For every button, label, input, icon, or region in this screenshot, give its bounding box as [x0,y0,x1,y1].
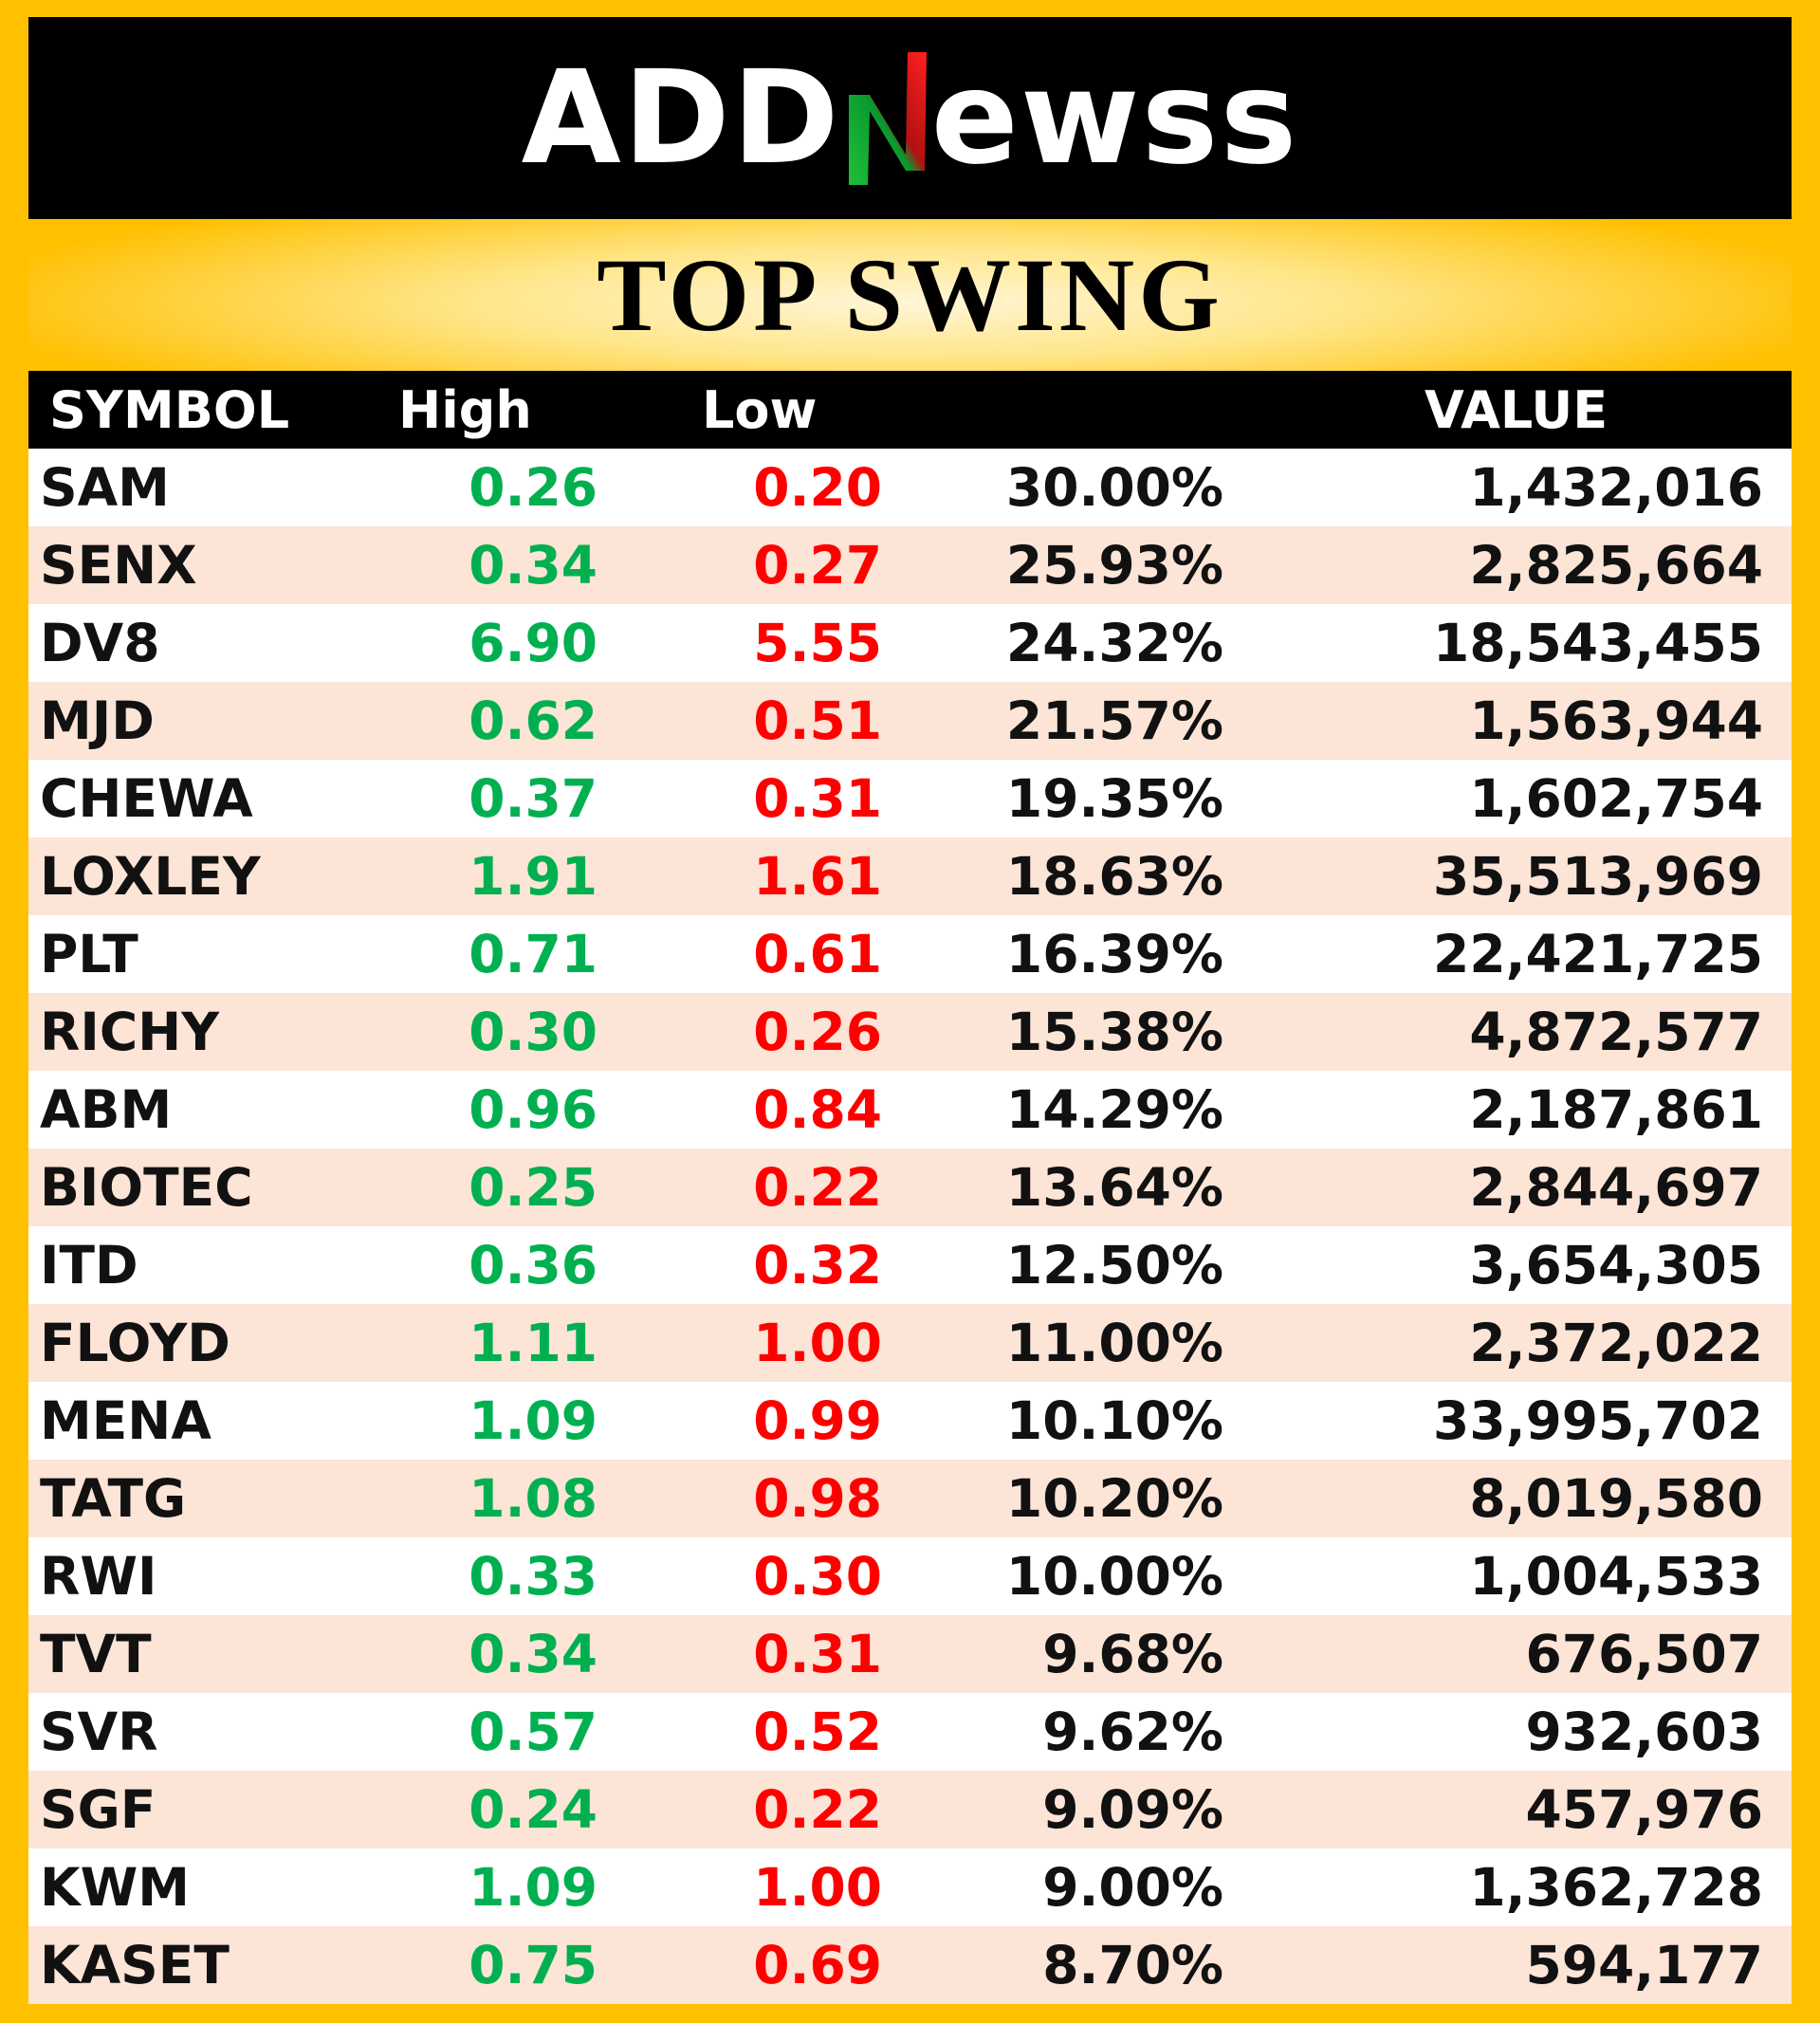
table-row [28,1848,1792,1926]
cell-pct: 9.62% [1042,1701,1223,1762]
cell-symbol: PLT [40,924,138,984]
cell-symbol: ABM [40,1079,173,1140]
header-low: Low [702,379,818,440]
cell-pct: 30.00% [1005,457,1223,518]
cell-low: 0.84 [753,1079,882,1140]
cell-low: 0.27 [753,535,882,596]
cell-value: 2,844,697 [1469,1157,1763,1218]
cell-value: 2,372,022 [1469,1313,1763,1373]
cell-high: 0.37 [469,768,597,829]
cell-value: 2,187,861 [1469,1079,1763,1140]
logo-n-mark-icon [841,43,931,194]
cell-pct: 11.00% [1005,1313,1223,1373]
cell-symbol: SAM [40,457,170,518]
cell-symbol: SGF [40,1779,156,1840]
cell-value: 1,432,016 [1469,457,1763,518]
cell-symbol: DV8 [40,613,160,673]
cell-pct: 24.32% [1005,613,1223,673]
cell-pct: 14.29% [1005,1079,1223,1140]
cell-value: 1,362,728 [1469,1857,1763,1918]
cell-low: 1.00 [753,1313,882,1373]
cell-high: 0.33 [469,1546,597,1607]
cell-symbol: ITD [40,1235,138,1296]
table-row [28,1460,1792,1537]
cell-low: 0.30 [753,1546,882,1607]
cell-high: 1.09 [469,1857,597,1918]
brand-logo [522,43,1299,194]
cell-symbol: SVR [40,1701,158,1762]
table-row [28,604,1792,682]
cell-low: 0.31 [753,1624,882,1684]
cell-symbol: LOXLEY [40,846,261,907]
cell-value: 8,019,580 [1469,1468,1763,1529]
cell-symbol: KASET [40,1935,230,1995]
cell-symbol: SENX [40,535,197,596]
cell-pct: 10.00% [1005,1546,1223,1607]
page-frame [28,17,1792,2003]
cell-value: 594,177 [1525,1935,1763,1995]
table-row [28,837,1792,915]
cell-pct: 10.20% [1005,1468,1223,1529]
cell-low: 0.69 [753,1935,882,1995]
cell-low: 0.98 [753,1468,882,1529]
cell-value: 1,004,533 [1469,1546,1763,1607]
cell-low: 1.00 [753,1857,882,1918]
cell-low: 0.51 [753,690,882,751]
cell-low: 0.31 [753,768,882,829]
cell-high: 6.90 [469,613,597,673]
table-row [28,1537,1792,1615]
logo-text-right: ewss [930,43,1299,193]
table-row [28,915,1792,993]
cell-symbol: MJD [40,690,155,751]
cell-high: 1.09 [469,1390,597,1451]
cell-high: 0.34 [469,535,597,596]
cell-value: 3,654,305 [1469,1235,1763,1296]
cell-low: 5.55 [753,613,882,673]
cell-symbol: MENA [40,1390,211,1451]
cell-high: 1.11 [469,1313,597,1373]
header-pct [882,371,1223,449]
cell-pct: 25.93% [1005,535,1223,596]
page-title: TOP SWING [597,236,1223,353]
cell-high: 0.24 [469,1779,597,1840]
cell-value: 33,995,702 [1433,1390,1763,1451]
cell-high: 0.34 [469,1624,597,1684]
table-row [28,449,1792,526]
cell-high: 1.08 [469,1468,597,1529]
cell-symbol: KWM [40,1857,191,1918]
cell-low: 0.22 [753,1779,882,1840]
cell-value: 1,602,754 [1469,768,1763,829]
cell-symbol: CHEWA [40,768,253,829]
cell-high: 0.75 [469,1935,597,1995]
cell-pct: 18.63% [1005,846,1223,907]
cell-pct: 12.50% [1005,1235,1223,1296]
cell-symbol: FLOYD [40,1313,230,1373]
cell-high: 0.62 [469,690,597,751]
cell-low: 0.99 [753,1390,882,1451]
cell-pct: 21.57% [1005,690,1223,751]
cell-value: 1,563,944 [1469,690,1763,751]
cell-low: 0.22 [753,1157,882,1218]
cell-high: 0.26 [469,457,597,518]
swing-table [28,371,1792,2004]
cell-high: 0.71 [469,924,597,984]
table-row [28,1693,1792,1771]
table-row [28,1149,1792,1226]
cell-high: 1.91 [469,846,597,907]
header-symbol: SYMBOL [49,379,290,440]
cell-low: 1.61 [753,846,882,907]
cell-pct: 8.70% [1042,1935,1223,1995]
table-header-row [28,371,1792,449]
cell-pct: 13.64% [1005,1157,1223,1218]
cell-pct: 16.39% [1005,924,1223,984]
table-row [28,1615,1792,1693]
table-row [28,760,1792,837]
cell-value: 35,513,969 [1433,846,1763,907]
cell-high: 0.30 [469,1002,597,1062]
table-row [28,1771,1792,1848]
cell-value: 457,976 [1525,1779,1763,1840]
table-row [28,1304,1792,1382]
table-row [28,526,1792,604]
cell-symbol: RWI [40,1546,157,1607]
cell-pct: 15.38% [1005,1002,1223,1062]
cell-symbol: TVT [40,1624,152,1684]
cell-low: 0.26 [753,1002,882,1062]
brand-banner [28,17,1792,219]
table-row [28,1926,1792,2004]
cell-symbol: RICHY [40,1002,220,1062]
table-row [28,993,1792,1071]
header-high: High [398,379,532,440]
cell-symbol: TATG [40,1468,187,1529]
cell-high: 0.25 [469,1157,597,1218]
cell-low: 0.61 [753,924,882,984]
header-value: VALUE [1425,379,1609,440]
cell-value: 676,507 [1525,1624,1763,1684]
cell-pct: 19.35% [1005,768,1223,829]
cell-high: 0.57 [469,1701,597,1762]
cell-pct: 9.09% [1042,1779,1223,1840]
cell-value: 2,825,664 [1469,535,1763,596]
cell-pct: 10.10% [1005,1390,1223,1451]
table-row [28,682,1792,760]
cell-high: 0.36 [469,1235,597,1296]
table-row [28,1071,1792,1149]
cell-value: 932,603 [1525,1701,1763,1762]
cell-high: 0.96 [469,1079,597,1140]
cell-pct: 9.68% [1042,1624,1223,1684]
cell-value: 22,421,725 [1433,924,1763,984]
cell-symbol: BIOTEC [40,1157,253,1218]
cell-value: 4,872,577 [1469,1002,1763,1062]
logo-text-left: ADD [521,43,841,193]
title-bar [28,219,1792,371]
cell-low: 0.32 [753,1235,882,1296]
table-row [28,1226,1792,1304]
cell-value: 18,543,455 [1433,613,1763,673]
cell-pct: 9.00% [1042,1857,1223,1918]
cell-low: 0.52 [753,1701,882,1762]
table-row [28,1382,1792,1460]
cell-low: 0.20 [753,457,882,518]
